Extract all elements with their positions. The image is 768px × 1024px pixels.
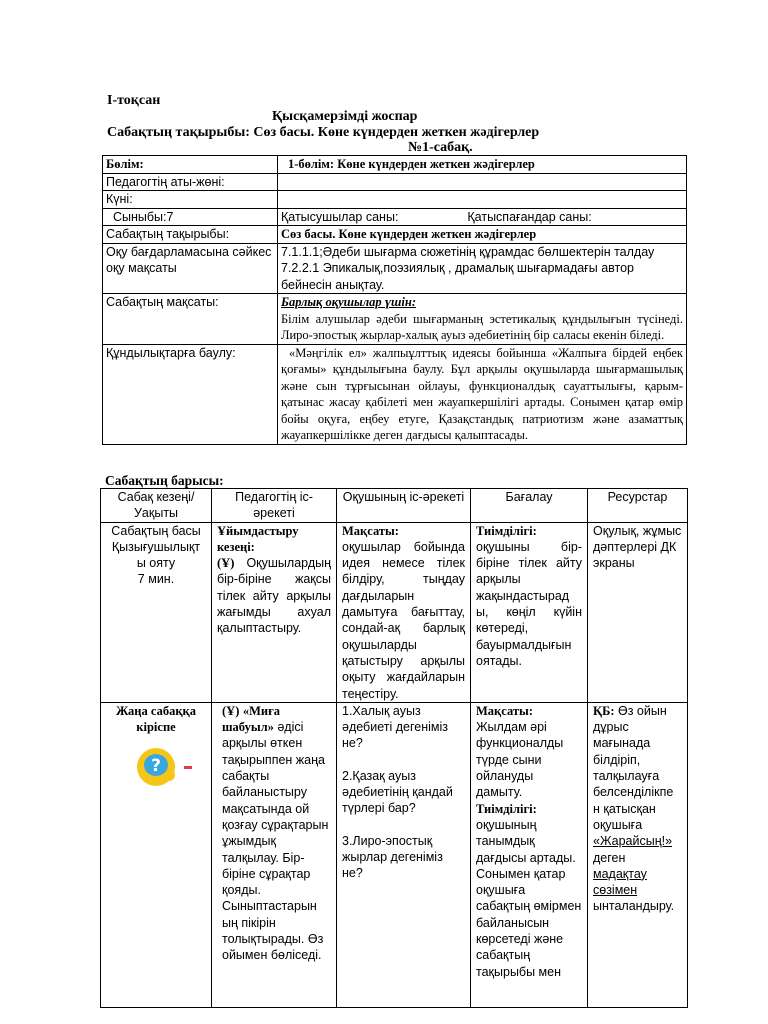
- teacher-label: Педагогтің аты-жөні:: [103, 173, 278, 191]
- teacher-activity-cell: [212, 522, 337, 702]
- assess-text: оқушыны бір-біріне тілек айту арқылы жақындастырад ы, көңіл күйін көтереді, бауырмалдығын оятады.: [476, 539, 582, 668]
- student-activity-cell: [337, 522, 471, 702]
- teacher-text: әдісі арқылы өткен тақырыппен жаңа сабақты байланыстыру мақсатында ой қозғау сұрақтарын ұжымдық талқылау. Бір-біріне сұрақтар қояды. Сыныптастарын ың пікірін толықтырады. Өз ойымен бөліседі.: [222, 720, 329, 963]
- table-row: [103, 243, 687, 294]
- table-row: [103, 208, 687, 226]
- table-row: [101, 522, 688, 702]
- class-label: Сыныбы:7: [103, 208, 278, 226]
- table-row: [103, 226, 687, 244]
- column-header: Оқушының іс-әрекеті: [337, 489, 471, 523]
- res-heading: ҚБ:: [593, 703, 615, 718]
- topic-value: Сөз басы. Көне күндерден жеткен жәдігерлер: [278, 226, 687, 244]
- teacher-value: [278, 173, 687, 191]
- section-value: 1-бөлім: Көне күндерден жеткен жәдігерлер: [278, 156, 687, 174]
- topic-label: Сабақтың тақырыбы:: [103, 226, 278, 244]
- teacher-mark: (Ұ): [217, 556, 235, 571]
- column-header: Бағалау: [471, 489, 588, 523]
- resources-cell: Оқулық, жұмыс дәптерлері ДК экраны: [588, 522, 688, 702]
- stage-cell: [101, 522, 212, 702]
- table-row: [103, 173, 687, 191]
- aims-text: Білім алушылар әдеби шығарманың эстетикалық құндылығын түсінеді. Лиро-эпостық жырлар-халық ауыз әдебиетінің бір саласы екенін біледі.: [281, 311, 683, 342]
- column-header: Ресурстар: [588, 489, 688, 523]
- lesson-progress-table: [100, 488, 688, 1008]
- table-header-row: [101, 489, 688, 523]
- aims-label: Сабақтың мақсаты:: [103, 294, 278, 345]
- brainstorm-question-icon: [130, 745, 206, 789]
- res-praise: «Жарайсың!»: [593, 834, 673, 849]
- assess-heading: Тиімділігі:: [476, 523, 537, 538]
- objectives-cell: [278, 243, 687, 294]
- lesson-number: №1-сабақ.: [408, 140, 473, 155]
- table-row: [103, 344, 687, 444]
- student-activity-cell: [337, 702, 471, 1007]
- lesson-info-table: [102, 155, 687, 445]
- question-3: 3.Лиро-эпостық жырлар дегеніміз не?: [342, 833, 443, 881]
- table-row: [103, 294, 687, 345]
- stage-text: Сабақтың басы Қызығушылықт ы ояту: [111, 523, 201, 571]
- assess-text-1: Жылдам әрі функционалды түрде сыни ойлануды дамыту.: [476, 720, 564, 800]
- teacher-text: Оқушылардың бір-біріне жақсы тілек айту арқылы жағымды ахуал қалыптастыру.: [217, 556, 331, 636]
- plan-title: Қысқамерзімді жоспар: [272, 109, 418, 124]
- objective-1: 7.1.1.1;Әдеби шығарма сюжетінің құрамдас бөлшектерін талдау: [281, 244, 655, 259]
- objective-2: 7.2.2.1 Эпикалық,поэзиялық , драмалық шығармадағы автор бейнесін анықтау.: [281, 261, 635, 292]
- student-text: оқушылар бойында идея немесе тілек білдіру, тыңдау дағдыларын дамытуға бағыттау, сондай-ақ барлық оқушыларды қатыстыру арқылы оқыту жағдайларын теңестіру.: [342, 539, 465, 701]
- column-header: Сабақ кезеңі/Уақыты: [101, 489, 212, 523]
- lesson-topic-line: Сабақтың тақырыбы: Сөз басы. Көне күндерден жеткен жәдігерлер: [107, 125, 540, 140]
- svg-text:?: ?: [151, 756, 161, 777]
- teacher-mark: (Ұ): [222, 703, 240, 718]
- quarter-label: І-тоқсан: [107, 93, 161, 108]
- aims-cell: [278, 294, 687, 345]
- teacher-activity-cell: [212, 702, 337, 1007]
- assess-text-2: оқушының танымдық дағдысы артады. Сонымен қатар оқушыға сабақтың өмірмен байланысын көрсетеді және сабақтың тақырыбы мен: [476, 817, 582, 979]
- progress-heading: Сабақтың барысы:: [105, 473, 224, 488]
- question-1: 1.Халық ауыз әдебиеті дегеніміз не?: [342, 703, 448, 751]
- stage-cell: [101, 702, 212, 1007]
- question-2: 2.Қазақ ауыз әдебиетінің қандай түрлері бар?: [342, 768, 453, 816]
- stage-time: 7 мин.: [137, 572, 175, 587]
- res-encourage: мадақтау сөзімен: [593, 866, 647, 898]
- stage-text: Жаңа сабаққа кіріспе: [116, 703, 196, 735]
- objectives-label: Оқу бағдарламасына сәйкес оқу мақсаты: [103, 243, 278, 294]
- student-heading: Мақсаты:: [342, 523, 399, 538]
- assess-heading-1: Мақсаты:: [476, 703, 533, 718]
- date-value: [278, 191, 687, 209]
- assess-heading-2: Тиімділігі:: [476, 801, 537, 816]
- assessment-cell: [471, 702, 588, 1007]
- teacher-method: «Миға шабуыл»: [222, 703, 281, 735]
- table-row: [103, 191, 687, 209]
- date-label: Күні:: [103, 191, 278, 209]
- table-row: [101, 702, 688, 1007]
- res-text: Өз ойын дұрыс мағынада білдіріп, талқылауға белсенділікпе н қатысқан оқушыға: [593, 703, 674, 832]
- resources-cell: [588, 702, 688, 1007]
- res-text2: деген: [593, 850, 626, 865]
- absent-label: Қатыспағандар саны:: [467, 209, 592, 224]
- column-header: Педагогтің іс-әрекеті: [212, 489, 337, 523]
- res-text3: ынталандыру.: [593, 899, 675, 914]
- assessment-cell: [471, 522, 588, 702]
- attendance-cell: [278, 208, 687, 226]
- aims-heading: Барлық оқушылар үшін:: [281, 295, 417, 309]
- table-row: [103, 156, 687, 174]
- present-label: Қатысушылар саны:: [281, 209, 399, 224]
- values-label: Құндылықтарға баулу:: [103, 344, 278, 444]
- values-text: «Мәңгілік ел» жалпыұлттық идеясы бойынша «Жалпыға бірдей еңбек қоғамы» құндылығына баулу. Бұл арқылы оқушыларда шығармашылық және сын тұрғысынан ойлауы, функционалдық сауаттылығы, қарым-қатынас жасау қабілеті мен жауапкершілігі артады. Сонымен қатар өмір бойы оқуға, еңбеу етуге, Қазақстандық патриотизм және азаматтық жауапкершілікке деген дағдысы қалыптасады.: [278, 344, 687, 444]
- section-label: Бөлім:: [103, 156, 278, 174]
- teacher-heading: Ұйымдастыру кезеңі:: [217, 523, 299, 554]
